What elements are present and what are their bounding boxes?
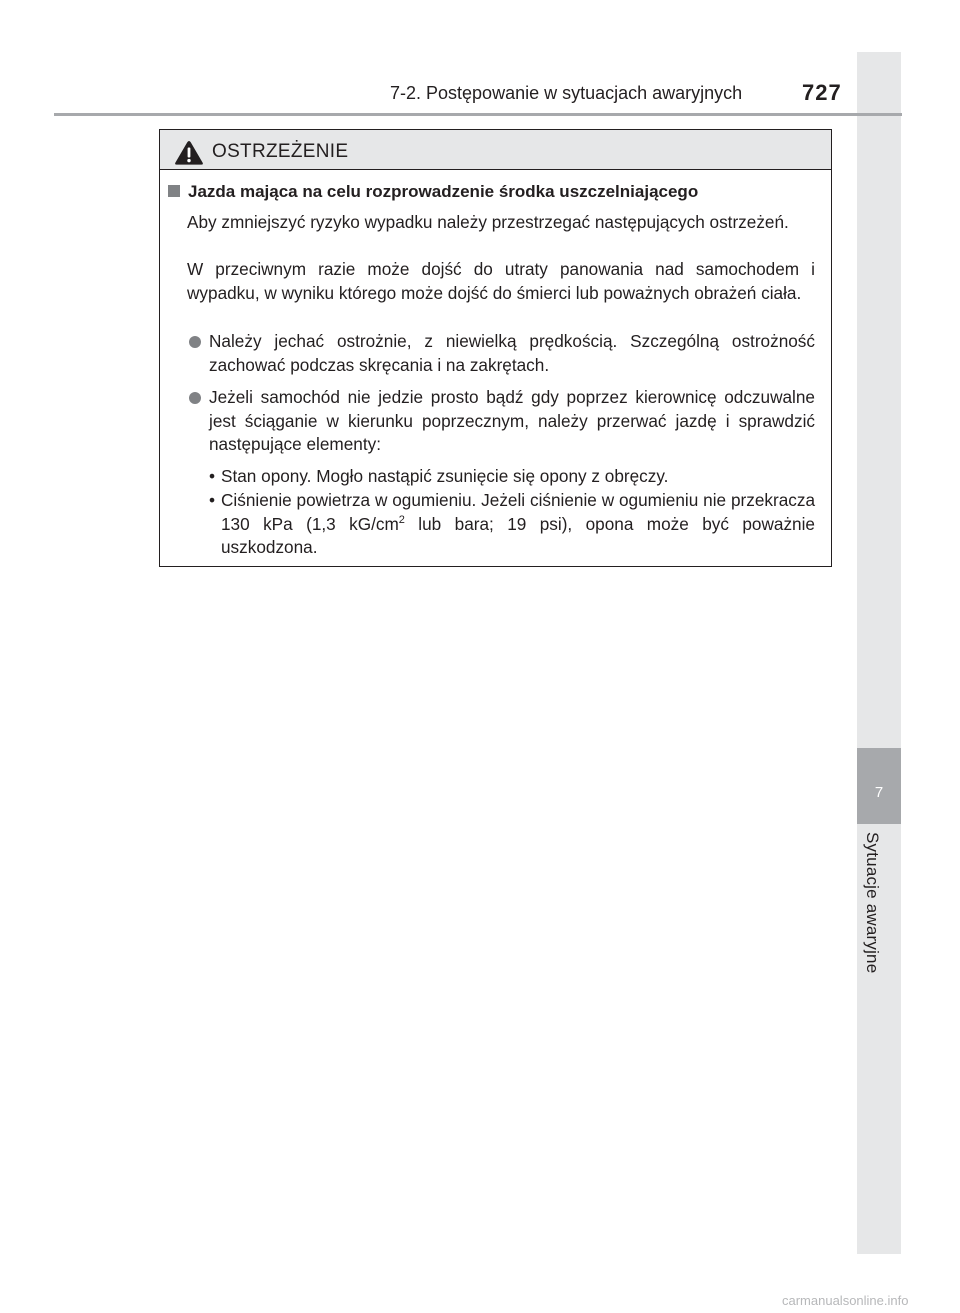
square-bullet-icon: [168, 185, 180, 197]
sub-item: [209, 465, 815, 489]
sub-item-text: Stan opony. Mogło nastąpić zsunięcie się opony z obręczy.: [221, 466, 669, 486]
page-number: 727: [802, 80, 842, 105]
section-title-text: Jazda mająca na celu rozprowadzenie środka uszczelniającego: [188, 182, 699, 201]
sub-item-text: Ciśnienie powietrza w ogumieniu. Jeżeli ciśnienie w ogumieniu nie przekracza 130 kPa (1,3 $kG/cm^2$ lub bara; 19 psi), opona może być poważnie uszkodzona.: [221, 490, 815, 557]
header-divider: [54, 113, 902, 116]
superscript: 2: [398, 513, 405, 526]
sub-item: [209, 489, 815, 560]
bullet-item: Należy jechać ostrożnie, z niewielką prędkością. Szczególną ostrożność zachować podczas skręcania i na zakrętach.: [209, 331, 815, 375]
chapter-number-tab: [857, 748, 901, 824]
bullet-dot-icon: [189, 336, 201, 348]
warning-header: [160, 130, 831, 170]
paragraph: Aby zmniejszyć ryzyko wypadku należy przestrzegać następujących ostrzeżeń.: [187, 212, 789, 232]
section-header: 7-2. Postępowanie w sytuacjach awaryjnych: [390, 83, 743, 103]
warning-triangle-icon: [174, 140, 204, 166]
sub-bullet-marker: •: [209, 490, 216, 510]
warning-title: OSTRZEŻENIE: [212, 141, 349, 162]
bullet-dot-icon: [189, 392, 201, 404]
paragraph: W przeciwnym razie może dojść do utraty panowania nad samochodem i wypadku, w wyniku którego może dojść do śmierci lub poważnych obrażeń ciała.: [187, 259, 815, 303]
warning-box: [159, 129, 832, 567]
watermark: carmanualsonline.info: [782, 1293, 909, 1308]
bullet-item: Jeżeli samochód nie jedzie prosto bądź gdy poprzez kierownicę odczuwalne jest ściąganie w kierunku poprzecznym, należy przerwać jazdę i sprawdzić następujące elementy:: [209, 387, 815, 454]
chapter-number: 7: [874, 784, 884, 801]
chapter-title: Sytuacje awaryjne: [863, 832, 882, 974]
side-tab: [857, 52, 901, 1254]
section-title: [168, 182, 698, 202]
sub-bullet-marker: •: [209, 466, 216, 486]
